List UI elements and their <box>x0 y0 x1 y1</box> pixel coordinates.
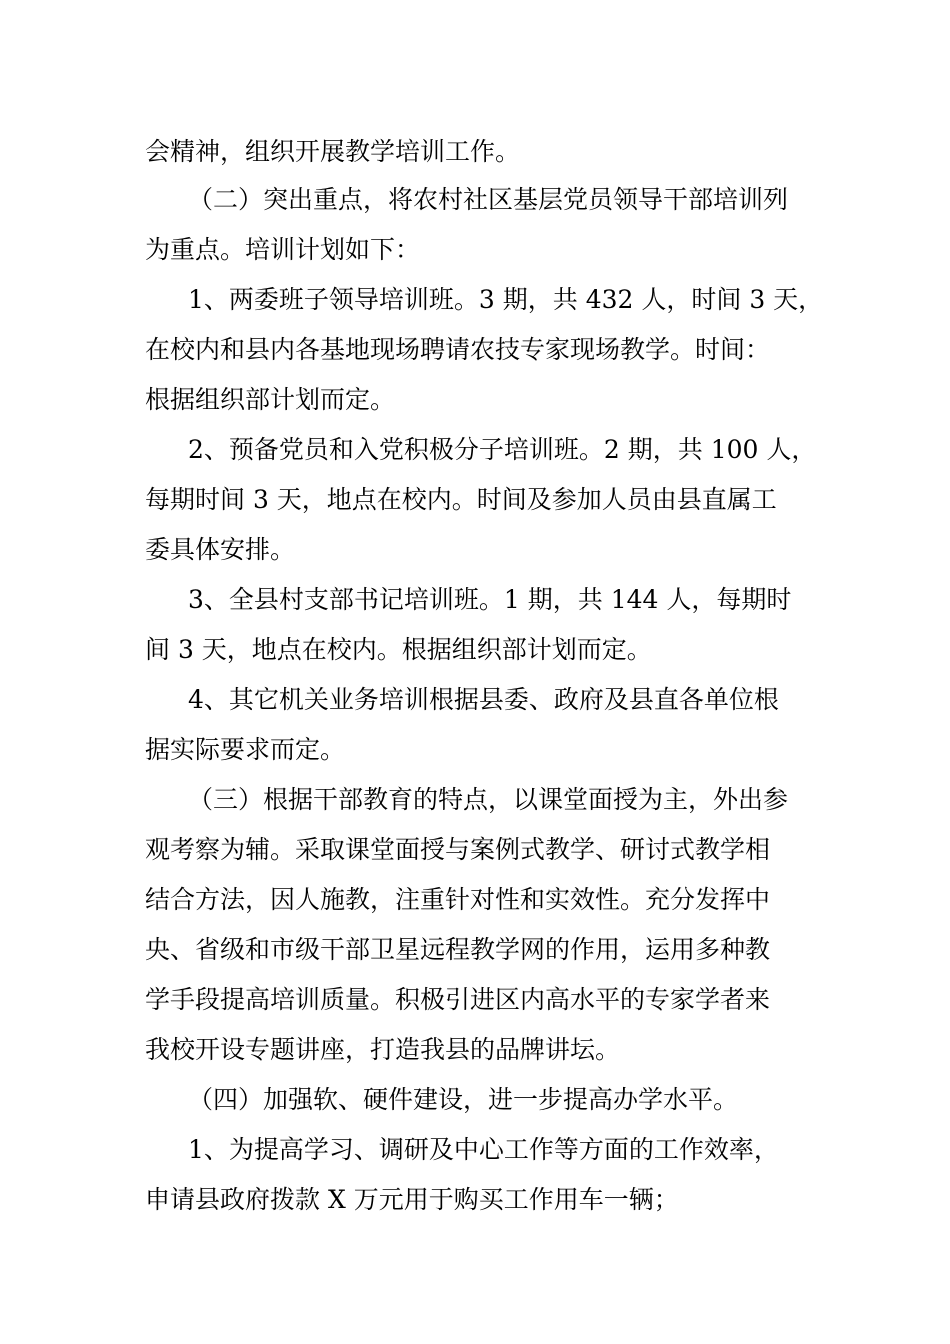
text-line: 4、其它机关业务培训根据县委、政府及县直各单位根 <box>188 685 779 714</box>
text-line: （四）加强软、硬件建设，进一步提高办学水平。 <box>188 1085 739 1114</box>
text-line: 1、为提高学习、调研及中心工作等方面的工作效率， <box>188 1135 779 1164</box>
text-line: 每期时间 3 天，地点在校内。时间及参加人员由县直属工 <box>145 485 777 514</box>
text-line: 委具体安排。 <box>145 535 296 564</box>
text-line: 3、全县村支部书记培训班。1 期，共 144 人，每期时 <box>188 585 792 614</box>
text-line: （三）根据干部教育的特点，以课堂面授为主，外出参 <box>188 785 789 814</box>
text-line: 我校开设专题讲座，打造我县的品牌讲坛。 <box>145 1035 621 1064</box>
text-line: 学手段提高培训质量。积极引进区内高水平的专家学者来 <box>145 985 771 1014</box>
text-line: 据实际要求而定。 <box>145 735 346 764</box>
text-line: 在校内和县内各基地现场聘请农技专家现场教学。时间： <box>145 335 771 364</box>
text-line: 结合方法，因人施教，注重针对性和实效性。充分发挥中 <box>145 885 771 914</box>
text-line: （二）突出重点，将农村社区基层党员领导干部培训列 <box>188 185 789 214</box>
text-line: 1、两委班子领导培训班。3 期，共 432 人，时间 3 天， <box>188 285 824 314</box>
text-line: 为重点。培训计划如下： <box>145 235 421 264</box>
text-line: 间 3 天，地点在校内。根据组织部计划而定。 <box>145 635 652 664</box>
text-line: 申请县政府拨款 X 万元用于购买工作用车一辆； <box>145 1185 679 1214</box>
text-line: 根据组织部计划而定。 <box>145 385 396 414</box>
text-line: 央、省级和市级干部卫星远程教学网的作用，运用多种教 <box>145 935 771 964</box>
text-line: 观考察为辅。采取课堂面授与案例式教学、研讨式教学相 <box>145 835 771 864</box>
text-line: 会精神，组织开展教学培训工作。 <box>145 137 521 166</box>
text-line: 2、预备党员和入党积极分子培训班。2 期，共 100 人， <box>188 435 817 464</box>
